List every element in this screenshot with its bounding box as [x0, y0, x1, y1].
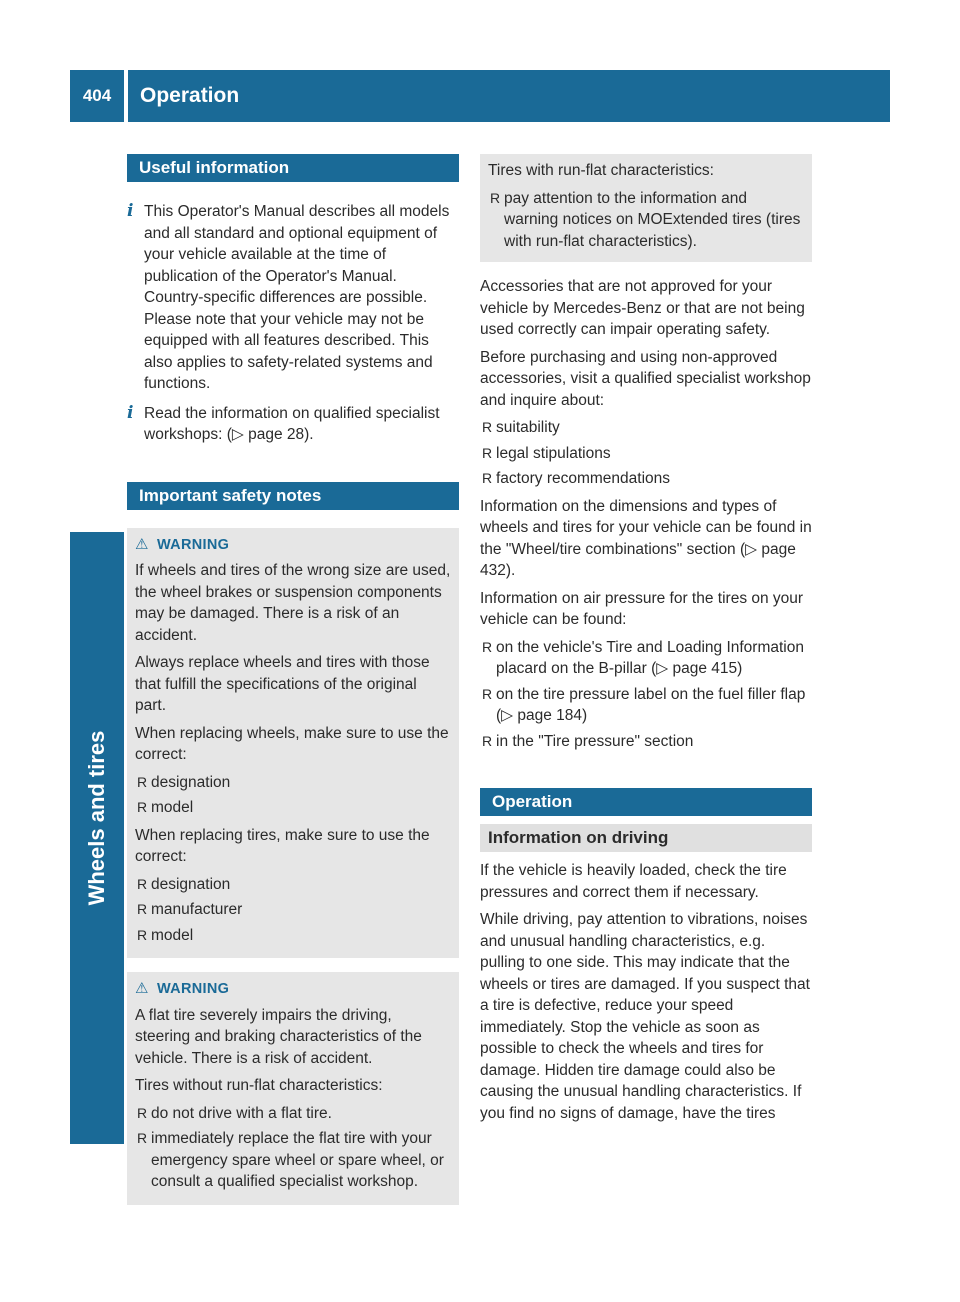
side-tab-footer: [70, 1104, 124, 1144]
warning-box-continued: [480, 154, 812, 262]
list-item: [135, 874, 451, 896]
bullet-list: [488, 188, 804, 253]
list-item: [135, 1103, 451, 1125]
warning-text: Tires with run-flat characteristics:: [488, 162, 714, 179]
list-item: [480, 684, 812, 727]
bullet-list: [480, 417, 812, 490]
section-title-useful-information: Useful information: [127, 154, 459, 182]
warning-text: Always replace wheels and tires with those that fulfill the specifications of the original part.: [135, 654, 430, 714]
bullet-icon: R: [482, 638, 493, 655]
list-item: [135, 925, 451, 947]
bullet-icon: R: [137, 799, 148, 815]
body-paragraph: Before purchasing and using non-approved accessories, visit a qualified specialist workshop and inquire about:: [480, 348, 811, 409]
info-icon: i: [127, 402, 134, 423]
warning-text: When replacing tires, make sure to use the correct:: [135, 826, 430, 865]
bullet-icon: R: [482, 444, 493, 461]
bullet-icon: R: [137, 773, 148, 790]
list-item: [135, 797, 451, 819]
body-paragraph: If the vehicle is heavily loaded, check the tire pressures and correct them if necessary.: [480, 862, 787, 901]
list-item-text: on the vehicle's Tire and Loading Information placard on the B-pillar (▷ page 415): [496, 638, 804, 677]
list-item-text: suitability: [496, 419, 560, 436]
list-item: [480, 637, 812, 680]
list-item-text: on the tire pressure label on the fuel filler flap (▷ page 184): [496, 685, 806, 724]
list-item-text: factory recommendations: [496, 470, 671, 487]
info-note: [127, 403, 459, 446]
page-number: 404: [70, 70, 124, 122]
bullet-icon: R: [137, 1130, 148, 1146]
list-item-text: manufacturer: [151, 901, 243, 918]
list-item: [488, 188, 804, 253]
warning-label: WARNING: [157, 981, 230, 997]
bullet-icon: R: [482, 732, 493, 749]
subsection-title-information-on-driving: Information on driving: [480, 824, 812, 852]
bullet-icon: R: [137, 1104, 148, 1121]
info-note-text: Read the information on qualified specialist workshops: (▷ page 28).: [144, 404, 440, 443]
list-item: [135, 772, 451, 794]
section-title-operation: Operation: [480, 788, 812, 816]
body-paragraph: While driving, pay attention to vibrations, noises and unusual handling characteristics, e.g. pulling to one side. This may indicate that the wheels or tires are damaged. If you suspect that a tire is defective, reduce your speed immediately. Stop the vehicle as soon as possible to check the wheels and tires for damage. Hidden tire damage could also be causing the unusual handling characteristics. If you find no signs of damage, have the tires: [480, 911, 810, 1122]
warning-heading: [135, 534, 451, 557]
body-paragraph: Information on air pressure for the tires on your vehicle can be found:: [480, 589, 804, 628]
bullet-list: [135, 1103, 451, 1193]
list-item: [480, 468, 812, 490]
bullet-icon: R: [137, 926, 148, 943]
bullet-icon: R: [482, 419, 493, 435]
body-paragraph: Accessories that are not approved for your vehicle by Mercedes-Benz or that are not being used correctly can impair operating safety.: [480, 278, 805, 338]
list-item-text: model: [151, 926, 194, 944]
warning-label: WARNING: [157, 536, 230, 553]
warning-triangle-icon: ⚠: [135, 979, 149, 997]
list-item-text: designation: [151, 773, 231, 791]
right-column: [480, 154, 812, 1130]
warning-box: [127, 972, 459, 1205]
list-item: [480, 731, 812, 753]
info-note-text: This Operator's Manual describes all models and all standard and optional equipment of your vehicle available at the time of publication of the Operator's Manual. Country-specific differences are possible. Please note that your vehicle may not be equipped with all features described. This also applies to safety-related systems and functions.: [144, 203, 450, 392]
info-icon: i: [127, 201, 134, 221]
page-header-title: Operation: [128, 70, 890, 122]
list-item-text: immediately replace the flat tire with your emergency spare wheel or spare wheel, or consult a qualified specialist workshop.: [151, 1130, 444, 1190]
warning-heading: [135, 978, 451, 1001]
warning-text: When replacing wheels, make sure to use the correct:: [135, 724, 449, 763]
bullet-icon: R: [137, 875, 148, 892]
bullet-list: [135, 874, 451, 947]
list-item: [135, 899, 451, 921]
list-item-text: in the "Tire pressure" section: [496, 732, 694, 750]
bullet-list: [480, 637, 812, 753]
list-item-text: pay attention to the information and warning notices on MOExtended tires (tires with run-flat characteristics).: [504, 189, 801, 250]
warning-text: If wheels and tires of the wrong size are used, the wheel brakes or suspension components may be damaged. There is a risk of an accident.: [135, 562, 451, 644]
list-item-text: do not drive with a flat tire.: [151, 1104, 332, 1122]
warning-text: Tires without run-flat characteristics:: [135, 1077, 383, 1094]
warning-box: [127, 528, 459, 959]
list-item-text: designation: [151, 875, 231, 893]
bullet-icon: R: [482, 470, 493, 486]
left-column: [127, 154, 459, 1205]
info-note: [127, 201, 459, 395]
section-title-important-safety-notes: Important safety notes: [127, 482, 459, 510]
warning-triangle-icon: ⚠: [135, 534, 149, 553]
list-item: [480, 417, 812, 439]
list-item-text: model: [151, 799, 194, 816]
chapter-side-tab-label: Wheels and tires: [84, 730, 109, 906]
bullet-list: [135, 772, 451, 819]
warning-text: A flat tire severely impairs the driving, steering and braking characteristics of the vehicle. There is a risk of accident.: [135, 1006, 422, 1067]
bullet-icon: R: [137, 901, 148, 917]
list-item: [135, 1128, 451, 1193]
bullet-icon: R: [482, 685, 493, 702]
body-paragraph: Information on the dimensions and types of wheels and tires for your vehicle can be found in the "Wheel/tire combinations" section (▷ page 432).: [480, 497, 812, 579]
list-item: [480, 443, 812, 465]
bullet-icon: R: [490, 189, 501, 206]
list-item-text: legal stipulations: [496, 444, 611, 462]
